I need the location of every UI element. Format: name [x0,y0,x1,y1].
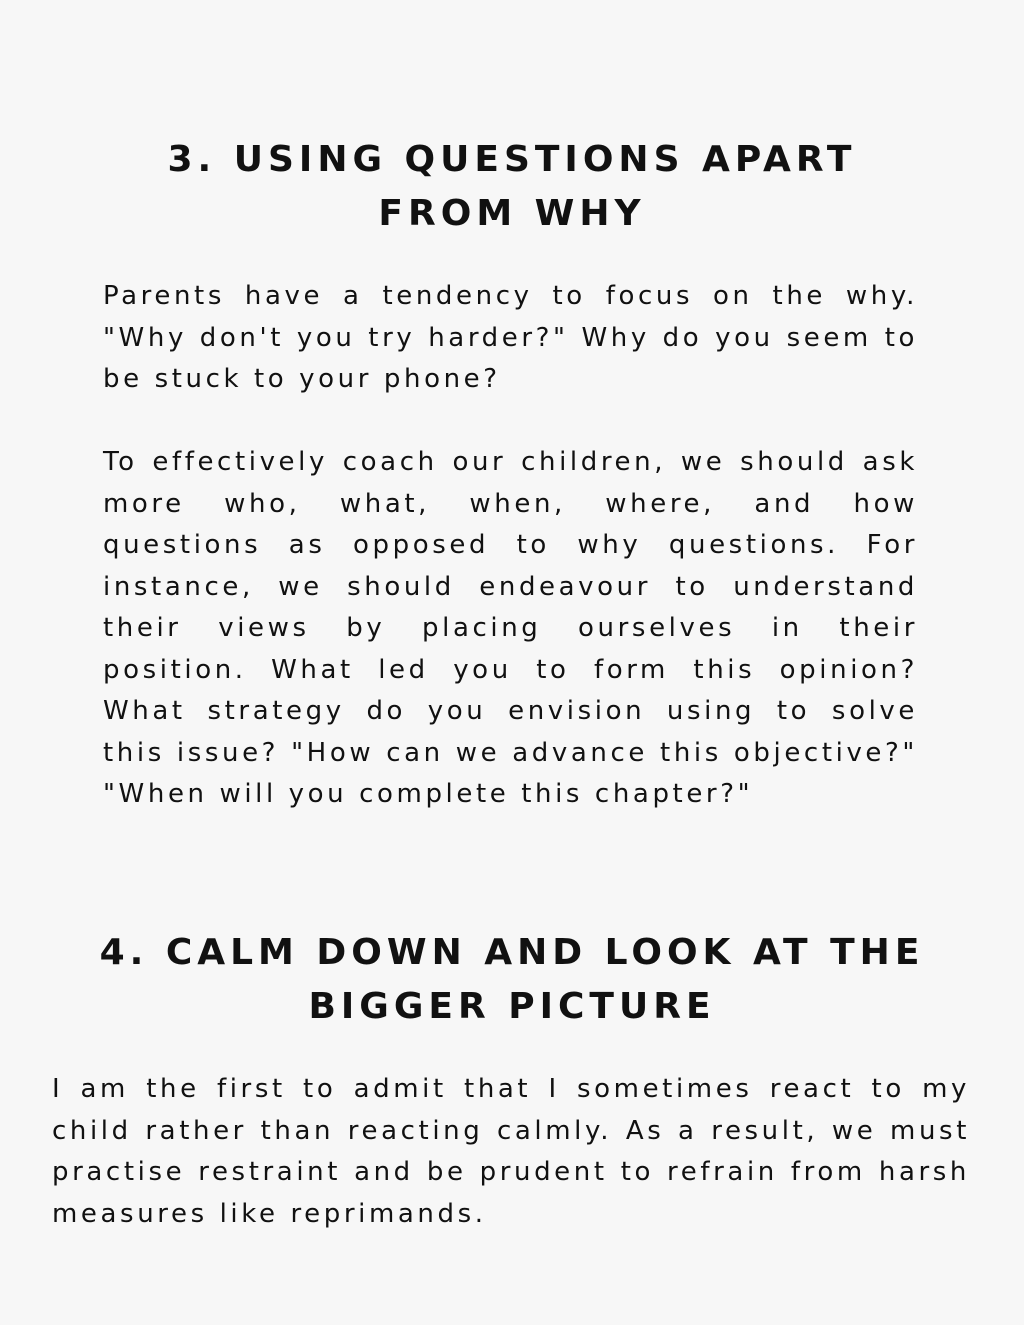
section-4-paragraph-1: I am the first to admit that I sometimes react to my child rather than reacting calmly. As a result, we must practise restraint and be prudent to refrain from harsh measures like reprimands. [52,1074,970,1229]
section-3-paragraph-2: To effectively coach our children, we should ask more who, what, when, where, and how questions as opposed to why questions. For instance, we should endeavour to understand their views by placing ourselves in their position. What led you to form this opinion? What strategy do you envision using to solve this issue? "How can we advance this objective?" "When will you complete this chapter?" [103,447,918,809]
section-4-heading: 4. CALM DOWN AND LOOK AT THE BIGGER PICTURE [99,932,925,1027]
section-3-paragraph-1: Parents have a tendency to focus on the why. "Why don't you try harder?" Why do you seem to be stuck to your phone? [103,281,918,394]
section-3-heading: 3. USING QUESTIONS APART FROM WHY [167,139,857,234]
